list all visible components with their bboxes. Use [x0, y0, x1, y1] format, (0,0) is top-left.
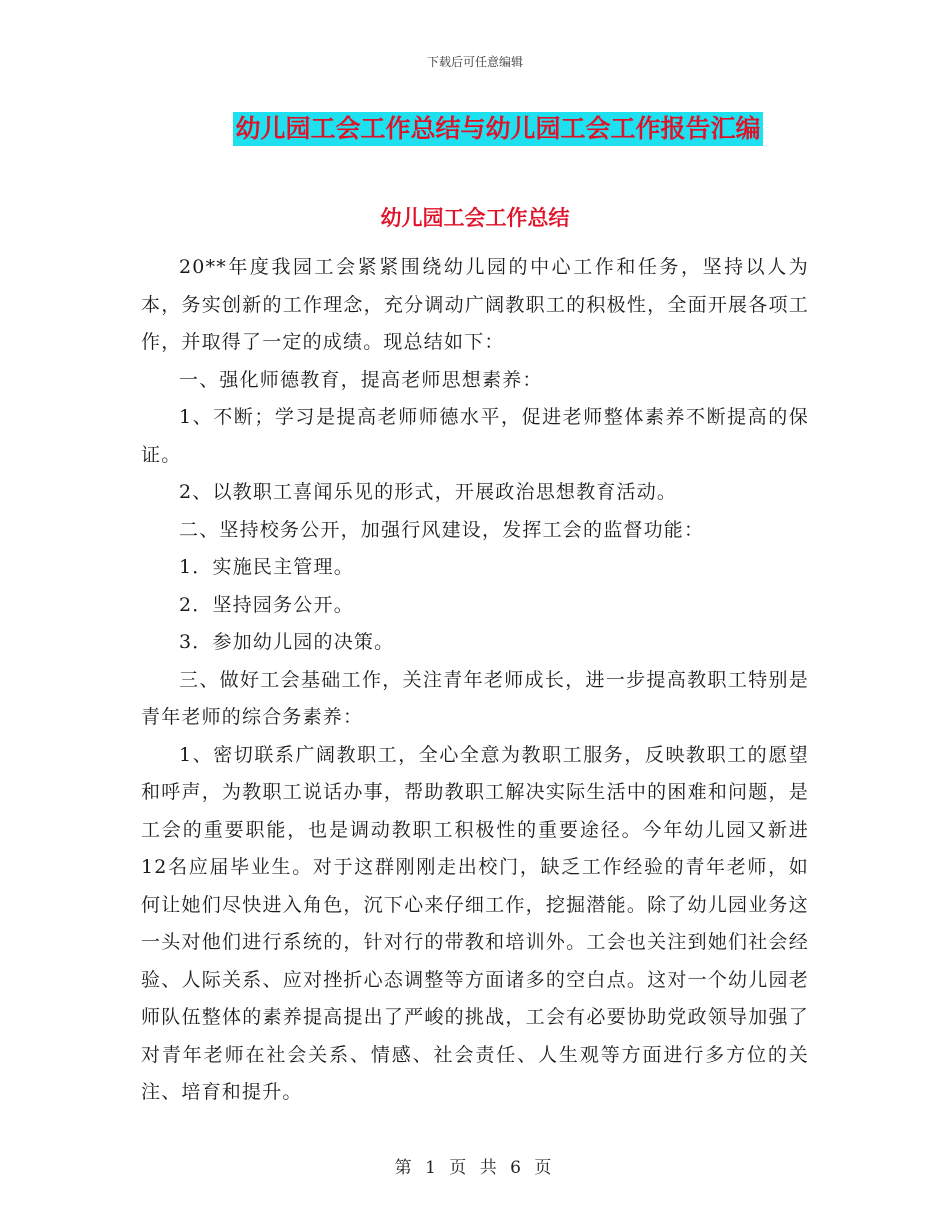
- paragraph: 三、做好工会基础工作，关注青年老师成长，进一步提高教职工特别是青年老师的综合务素养：: [141, 668, 809, 728]
- document-title: 幼儿园工会工作总结与幼儿园工会工作报告汇编: [233, 112, 762, 146]
- section-title: 幼儿园工会工作总结: [380, 206, 570, 230]
- paragraph: 2、以教职工喜闻乐见的形式，开展政治思想教育活动。: [179, 481, 678, 503]
- paragraph: 二、坚持校务公开，加强行风建设，发挥工会的监督功能：: [179, 518, 705, 541]
- paragraph: 20**年度我园工会紧紧围绕幼儿园的中心工作和任务，坚持以人为本，务实创新的工作理念，充分调动广阔教职工的积极性，全面开展各项工作，并取得了一定的成绩。现总结如下：: [141, 256, 809, 353]
- document-body: [141, 249, 809, 1112]
- paragraph: 2．坚持园务公开。: [179, 593, 354, 616]
- paragraph: 1．实施民主管理。: [179, 556, 354, 578]
- page-number: 第 1 页 共 6 页: [394, 1158, 556, 1178]
- page-header-note: 下载后可任意编辑: [426, 55, 523, 69]
- paragraph: 1、不断；学习是提高老师师德水平，促进老师整体素养不断提高的保证。: [141, 406, 809, 466]
- paragraph: 一、强化师德教育，提高老师思想素养：: [179, 368, 543, 391]
- document-title-container: [0, 112, 950, 146]
- paragraph: 3．参加幼儿园的决策。: [179, 631, 395, 653]
- paragraph: 1、密切联系广阔教职工，全心全意为教职工服务，反映教职工的愿望和呼声，为教职工说话办事，帮助教职工解决实际生活中的困难和问题，是工会的重要职能，也是调动教职工积极性的重要途径。今年幼儿园又新进12名应届毕业生。对于这群刚刚走出校门，缺乏工作经验的青年老师，如何让她们尽快进入角色，沉下心来仔细工作，挖掘潜能。除了幼儿园业务这一头对他们进行系统的，针对行的带教和培训外。工会也关注到她们社会经验、人际关系、应对挫折心态调整等方面诸多的空白点。这对一个幼儿园老师队伍整体的素养提高提出了严峻的挑战，工会有必要协助党政领导加强了对青年老师在社会关系、情感、社会责任、人生观等方面进行多方位的关注、培育和提升。: [141, 743, 809, 1103]
